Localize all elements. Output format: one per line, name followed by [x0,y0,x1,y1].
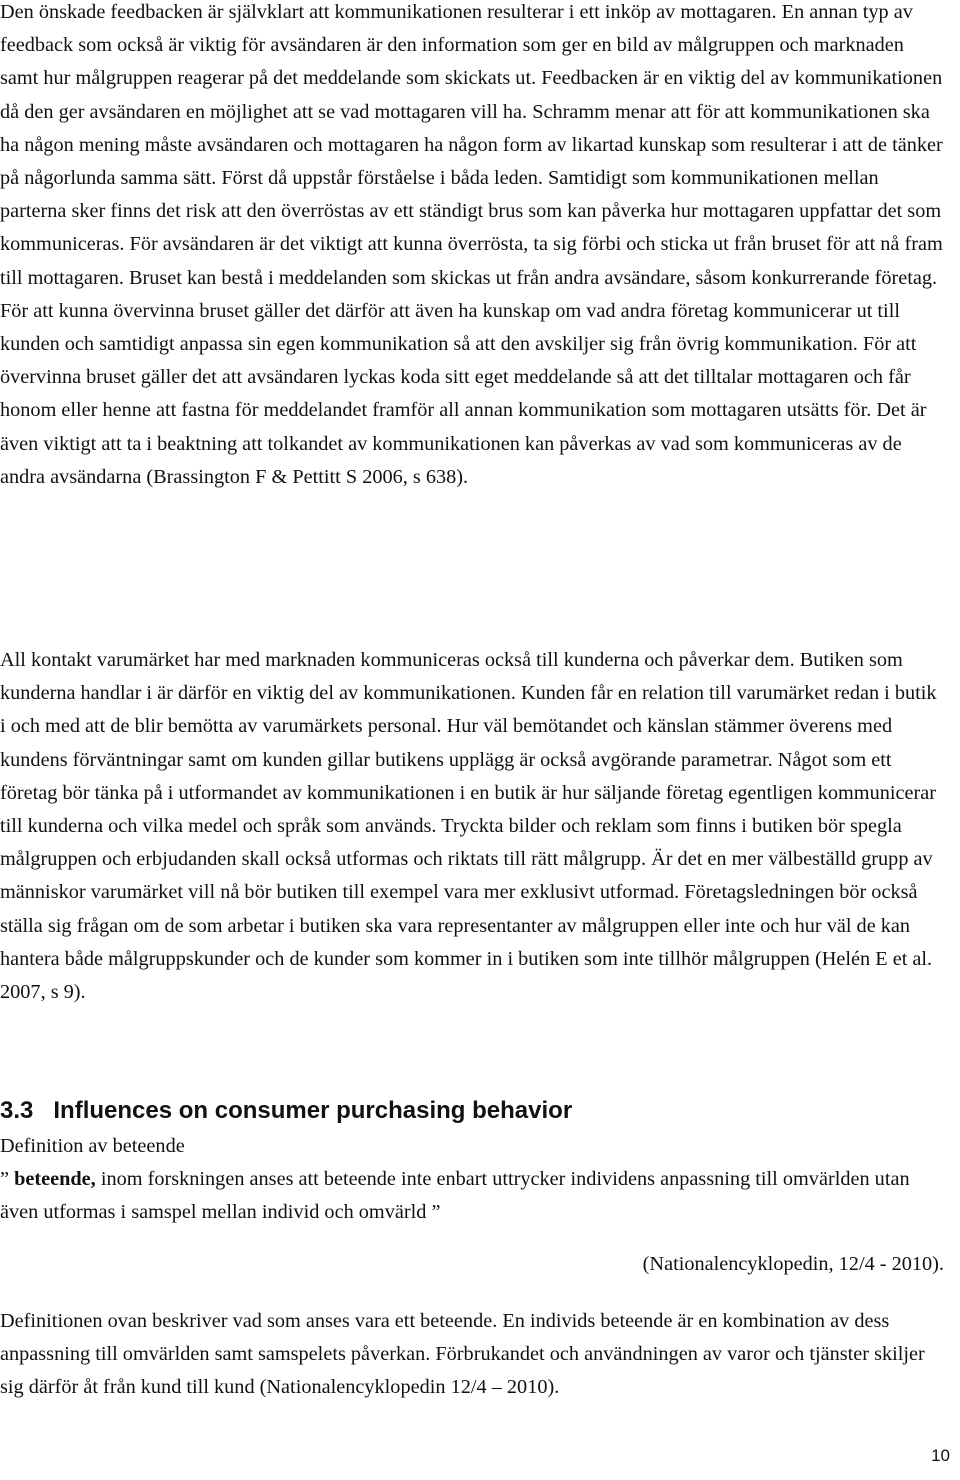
page-number: 10 [931,1446,950,1465]
definition-quote [0,1163,946,1229]
quote-open-mark: ” [0,1168,15,1190]
body-paragraph-definition: Definitionen ovan beskriver vad som anses vara ett beteende. En individs beteende är en kombination av dess anpassning till omvärlden samt samspelets påverkan. Förbrukandet och användningen av varor och tjänster skiljer sig därför åt från kund till kund (Nationalencyklopedin 12/4 – 2010). [0,1310,925,1399]
section-number: 3.3 [0,1097,34,1124]
body-paragraph-feedback: Den önskade feedbacken är självklart att kommunikationen resulterar i ett inköp av mottagaren. En annan typ av feedback som också är viktig för avsändaren är den information som ger en bild av målgruppen och marknaden samt hur målgruppen reagerar på det meddelande som skickats ut. Feedbacken är en viktig del av kommunikationen då den ger avsändaren en möjlighet att se vad mottagaren vill ha. Schramm menar att för att kommunikationen ska ha någon mening måste avsändaren och mottagaren ha någon form av likartad kunskap som resulterar i att de tänker på någorlunda samma sätt. Först då uppstår förståelse i båda leden. Samtidigt som kommunikationen mellan parterna sker finns det risk att den överröstas av ett ständigt brus som kan påverka hur mottagaren uppfattar det som kommuniceras. För avsändaren är det viktigt att kunna överrösta, ta sig förbi och sticka ut från bruset för att nå fram till mottagaren. Bruset kan bestå i meddelanden som skickas ut från andra avsändare, såsom konkurrerande företag. För att kunna övervinna bruset gäller det därför att även ha kunskap om vad andra företag kommunicerar ut till kunden och samtidigt anpassa sin egen kommunikation så att den avskiljer sig från övrig kommunikation. För att övervinna bruset gäller det att avsändaren lyckas koda sitt eget meddelande så att det tilltalar mottagaren och får honom eller henne att fastna för meddelandet framför all annan kommunikation som mottagaren utsätts för. Det är även viktigt att ta i beaktning att tolkandet av kommunikationen kan påverkas av vad som kommuniceras av de andra avsändarna (Brassington F & Pettitt S 2006, s 638). [0,1,943,488]
quote-citation: (Nationalencyklopedin, 12/4 - 2010). [642,1253,944,1275]
quote-text: inom forskningen anses att beteende inte enbart uttrycker individens anpassning till omvärlden utan även utformas i samspel mellan individ och omvärld ” [0,1168,910,1224]
section-heading [0,1095,572,1127]
body-paragraph-store-communication: All kontakt varumärket har med marknaden kommuniceras också till kunderna och påverkar dem. Butiken som kunderna handlar i är därför en viktig del av kommunikationen. Kunden får en relation till varumärket redan i butik i och med att de blir bemötta av varumärkets personal. Hur väl bemötandet och känslan stämmer överens med kundens förväntningar samt om kunden gillar butikens upplägg är också avgörande parametrar. Något som ett företag bör tänka på i utformandet av kommunikationen i en butik är hur säljande företag egentligen kommunicerar till kunderna och vilka medel och språk som används. Tryckta bilder och reklam som finns i butiken bör spegla målgruppen och erbjudanden skall också utformas och riktats till rätt målgrupp. Är det en mer välbeställd grupp av människor varumärket vill nå bör butiken till exempel vara mer exklusivt utformad. Företagsledningen bör också ställa sig frågan om de som arbetar i butiken ska vara representanter av målgruppen eller inte och hur väl de kan hantera både målgruppskunder och de kunder som kommer in i butiken som inte tillhör målgruppen (Helén E et al. 2007, s 9). [0,649,937,1004]
quote-term: beteende, [14,1168,96,1190]
section-title: Influences on consumer purchasing behavior [53,1097,573,1124]
subheading-definition: Definition av beteende [0,1135,185,1157]
